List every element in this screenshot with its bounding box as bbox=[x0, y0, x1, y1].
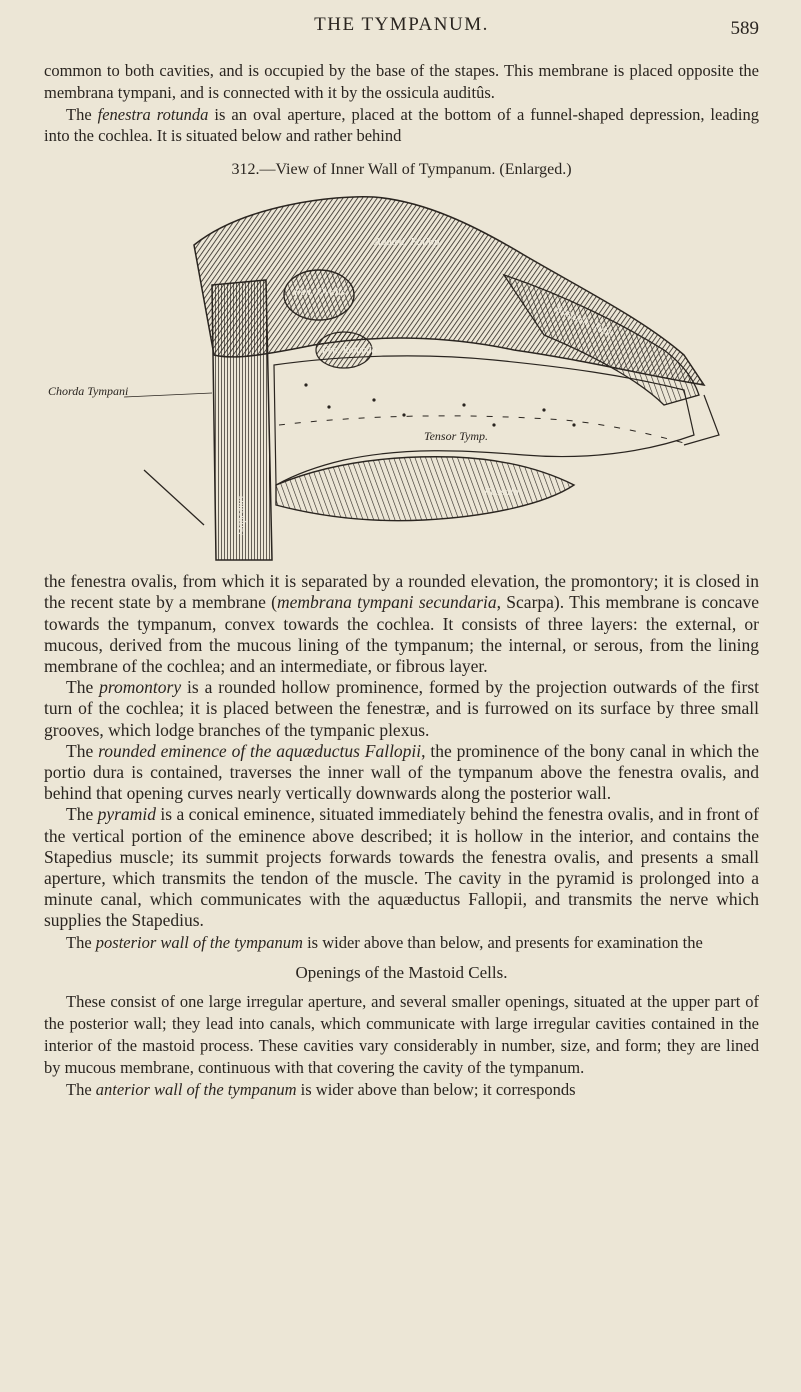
page-header bbox=[44, 0, 759, 60]
paragraph-promontory: The promontory is a rounded hollow prominence, formed by the projection outwards of the first turn of the cochlea; it is placed between the fenestræ, and is furrowed on its surface by three small grooves, which lodge branches of the tympanic plexus. bbox=[44, 677, 759, 740]
label-fossula: Fossula bbox=[484, 486, 519, 499]
paragraph-fenestra-rotunda-cont: the fenestra ovalis, from which it is separated by a rounded elevation, the promontory; it is closed in the recent state by a membrane (membrana tympani secundaria, Scarpa). This membrane is concave towards the tympanum, convex towards the cochlea. It consists of three layers: the external, or mucous, derived from the mucous lining of the tympanum; the internal, or serous, from the lining membrane of the cochlea; and an intermediate, or fibrous layer. bbox=[44, 571, 759, 676]
term-membrana-secundaria: membrana tympani secundaria bbox=[277, 592, 497, 613]
label-tensor: Tensor Tymp. bbox=[424, 429, 489, 444]
paragraph-fenestra-rotunda: The fenestra rotunda is an oval aperture, placed at the bottom of a funnel-shaped depression, leading into the cochlea. It is situated below and rather behind bbox=[44, 104, 759, 146]
label-stapedius: Stapedius bbox=[236, 496, 247, 536]
term-fenestra-rotunda: fenestra rotunda bbox=[97, 104, 209, 124]
paragraph-anterior-wall: The anterior wall of the tympanum is wider above than below; it corresponds bbox=[66, 1079, 576, 1099]
term-anterior-wall: anterior wall of the tympanum bbox=[95, 1079, 297, 1099]
paragraph-posterior-wall: The posterior wall of the tympanum is wider above than below, and presents for examination the bbox=[66, 932, 703, 952]
paragraph-pyramid: The pyramid is a conical eminence, situated immediately behind the fenestra ovalis, and in front of the vertical portion of the eminence above described; it is hollow in the interior, and contains the Stapedius muscle; its summit projects forwards towards the fenestra ovalis, and presents a small aperture, which transmits the tendon of the muscle. The cavity in the pyramid is prolonged into a minute canal, which communicates with the aquæductus Fallopii, and transmits the nerve which supplies the Stapedius. bbox=[44, 804, 759, 931]
page-number: 589 bbox=[730, 18, 759, 39]
label-fen-rotunda: Fen. Rotunda bbox=[322, 345, 377, 357]
figure-caption: 312.—View of Inner Wall of Tympanum. (Enlarged.) bbox=[231, 161, 572, 179]
figure-inner-wall-tympanum bbox=[44, 185, 759, 565]
label-eustach: Eustach. Tube bbox=[553, 302, 616, 341]
term-posterior-wall: posterior wall of the tympanum bbox=[95, 932, 303, 952]
term-promontory: promontory bbox=[99, 677, 182, 698]
paragraph-intro: common to both cavities, and is occupied by the base of the stapes. This membrane is placed opposite the membrana tympani, and is connected with it by the ossicula auditûs. bbox=[44, 61, 759, 102]
running-title: THE TYMPANUM. bbox=[314, 14, 489, 35]
anatomical-engraving bbox=[44, 185, 759, 565]
label-chorda-tympani: Chorda Tympani bbox=[48, 384, 129, 399]
term-pyramid: pyramid bbox=[97, 804, 156, 825]
paragraph-mastoid-cells: These consist of one large irregular aperture, and several smaller openings, situated at the upper part of the posterior wall; they lead into canals, which communicate with large irregular cavities contained in the interior of the mastoid process. These cavities vary considerably in number, size, and form; they are lined by mucous membrane, continuous with that covering the cavity of the tympanum. bbox=[44, 992, 759, 1077]
term-rounded-eminence: rounded eminence of the aquæductus Fallopii bbox=[98, 740, 422, 761]
label-fen-ovalis: Fen. Ovalis bbox=[294, 286, 346, 299]
section-heading-mastoid: Openings of the Mastoid Cells. bbox=[295, 963, 508, 983]
label-aquaeductus: Aquæd. Fallop. bbox=[374, 236, 443, 249]
paragraph-rounded-eminence: The rounded eminence of the aquæductus Fallopii, the prominence of the bony canal in which the portio dura is contained, traverses the inner wall of the tympanum above the fenestra ovalis, and behind that opening curves nearly vertically downwards along the posterior wall. bbox=[44, 740, 759, 804]
